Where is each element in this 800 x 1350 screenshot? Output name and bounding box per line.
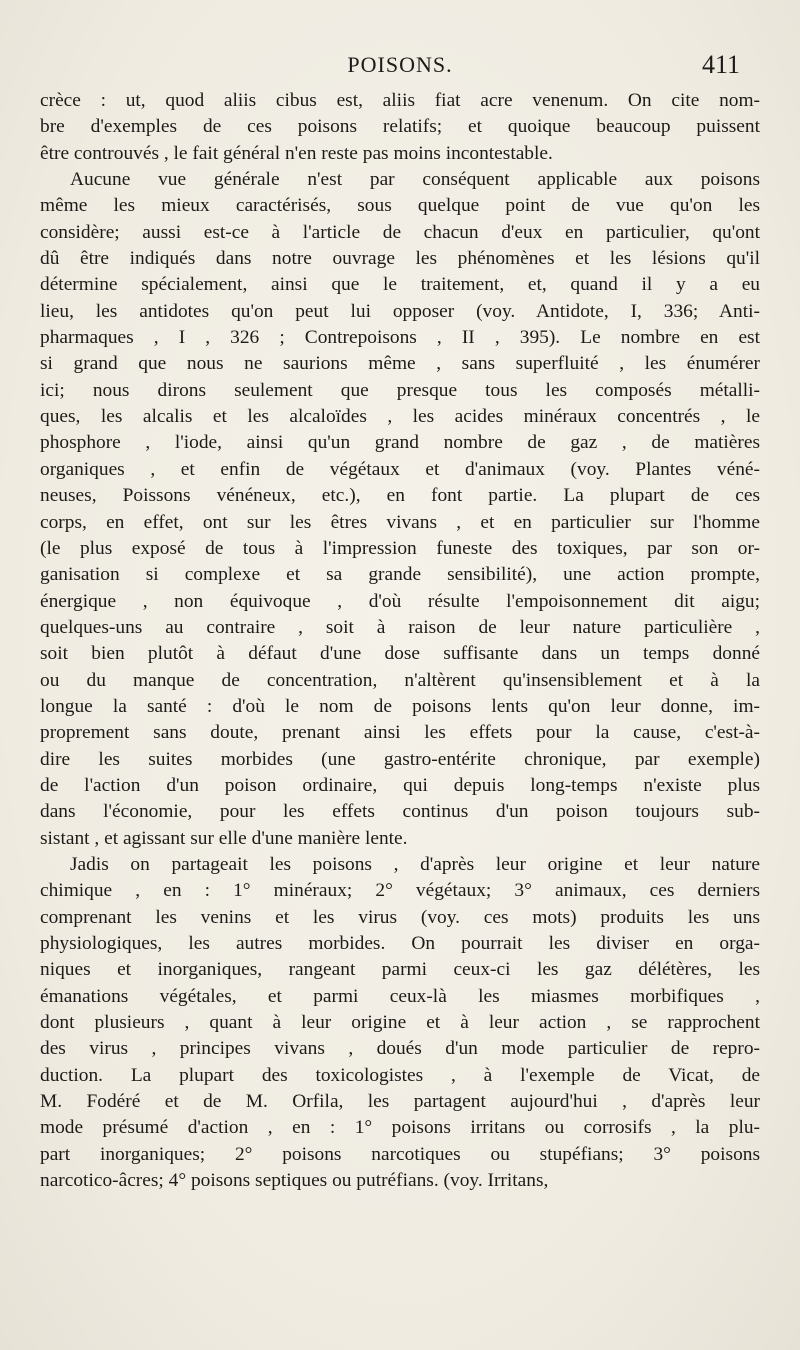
text-line: physiologiques, les autres morbides. On pourrait les diviser en orga- <box>40 933 760 954</box>
text-line: dû être indiqués dans notre ouvrage les phénomènes et les lésions qu'il <box>40 248 760 270</box>
text-line: ou du manque de concentration, n'altèrent qu'insensiblement et à la <box>40 669 760 691</box>
text-line: ici; nous dirons seulement que presque tous les composés métalli- <box>40 379 760 401</box>
text-line: duction. La plupart des toxicologistes , à l'exemple de Vicat, de <box>40 1064 760 1086</box>
text-line: corps, en effet, ont sur les êtres vivans , et en particulier sur l'homme <box>40 511 760 533</box>
text-line: sistant , et agissant sur elle d'une manière lente. <box>40 827 408 849</box>
text-line: dont plusieurs , quant à leur origine et à leur action , se rapprochent <box>40 1012 760 1034</box>
text-line: Aucune vue générale n'est par conséquent applicable aux poisons <box>70 169 760 191</box>
text-line: de l'action d'un poison ordinaire, qui depuis long-temps n'existe plus <box>40 774 760 796</box>
text-line: proprement sans doute, prenant ainsi les effets pour la cause, c'est-à- <box>40 722 760 744</box>
text-line: (le plus exposé de tous à l'impression funeste des toxiques, par son or- <box>40 537 760 559</box>
text-line: chimique , en : 1° minéraux; 2° végétaux; 3° animaux, ces derniers <box>40 880 760 902</box>
text-line: pharmaques , I , 326 ; Contrepoisons , II , 395). Le nombre en est <box>40 327 760 349</box>
text-line: même les mieux caractérisés, sous quelque point de vue qu'on les <box>40 195 760 217</box>
running-title: POISONS. <box>347 52 453 77</box>
running-head <box>0 52 800 86</box>
paragraph <box>40 167 760 852</box>
text-line: considère; aussi est-ce à l'article de chacun d'eux en particulier, qu'ont <box>40 221 760 243</box>
text-line: longue la santé : d'où le nom de poisons lents qu'on leur donne, im- <box>40 695 760 717</box>
text-line: phosphore , l'iode, ainsi qu'un grand nombre de gaz , de matières <box>40 432 760 454</box>
text-line: dans l'économie, pour les effets continus d'un poison toujours sub- <box>40 801 760 823</box>
text-line: Jadis on partageait les poisons , d'après leur origine et leur nature <box>70 853 760 875</box>
text-line: bre d'exemples de ces poisons relatifs; et quoique beaucoup puissent <box>40 116 760 138</box>
text-line: si grand que nous ne saurions même , sans superfluité , les énumérer <box>40 353 760 375</box>
text-line: ques, les alcalis et les alcaloïdes , les acides minéraux concentrés , le <box>40 406 760 428</box>
paragraph <box>40 88 760 167</box>
text-line: soit bien plutôt à défaut d'une dose suffisante dans un temps donné <box>40 643 760 665</box>
body-text <box>40 88 760 1194</box>
text-line: mode présumé d'action , en : 1° poisons irritans ou corrosifs , la plu- <box>40 1117 760 1139</box>
text-line: part inorganiques; 2° poisons narcotiques ou stupéfians; 3° poisons <box>40 1143 760 1165</box>
text-line: émanations végétales, et parmi ceux-là les miasmes morbifiques , <box>40 985 760 1007</box>
text-line: dire les suites morbides (une gastro-entérite chronique, par exemple) <box>40 748 760 770</box>
text-line: quelques-uns au contraire , soit à raison de leur nature particulière , <box>40 616 760 638</box>
text-line: des virus , principes vivans , doués d'un mode particulier de repro- <box>40 1038 760 1060</box>
paragraph <box>40 852 760 1194</box>
text-line: comprenant les venins et les virus (voy. ces mots) produits les uns <box>40 906 760 928</box>
text-line: narcotico-âcres; 4° poisons septiques ou putréfians. (voy. Irritans, <box>40 1170 549 1192</box>
page-number: 411 <box>701 50 740 79</box>
text-line: niques et inorganiques, rangeant parmi ceux-ci les gaz délétères, les <box>40 959 760 981</box>
text-line: ganisation si complexe et sa grande sensibilité), une action prompte, <box>40 564 760 586</box>
text-line: M. Fodéré et de M. Orfila, les partagent aujourd'hui , d'après leur <box>40 1091 760 1113</box>
text-line: neuses, Poissons vénéneux, etc.), en font partie. La plupart de ces <box>40 485 760 507</box>
text-line: lieu, les antidotes qu'on peut lui opposer (voy. Antidote, I, 336; Anti- <box>40 300 760 322</box>
text-line: détermine spécialement, ainsi que le traitement, et, quand il y a eu <box>40 274 760 296</box>
text-line: être controuvés , le fait général n'en reste pas moins incontestable. <box>40 142 553 164</box>
text-line: crèce : ut, quod aliis cibus est, aliis fiat acre venenum. On cite nom- <box>40 90 760 111</box>
text-line: énergique , non équivoque , d'où résulte l'empoisonnement dit aigu; <box>40 590 760 612</box>
text-line: organiques , et enfin de végétaux et d'animaux (voy. Plantes véné- <box>40 458 760 480</box>
